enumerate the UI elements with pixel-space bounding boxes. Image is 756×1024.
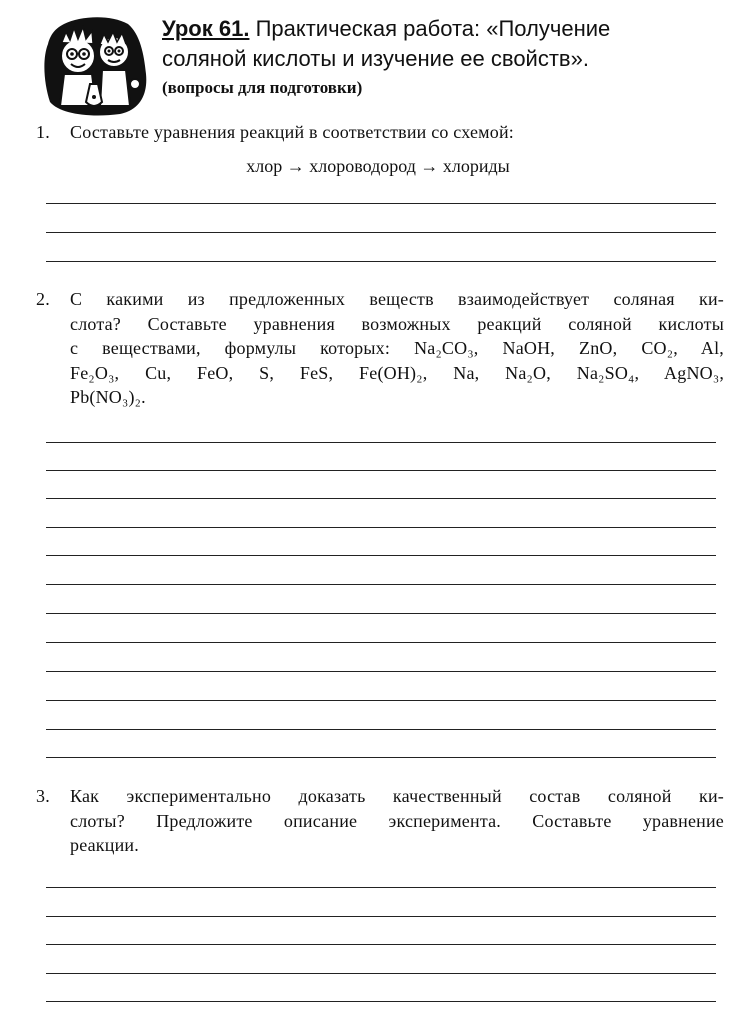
formula: NaOH, (502, 338, 556, 358)
lesson-number: Урок 61. (162, 16, 250, 41)
answer-line[interactable] (46, 1001, 716, 1002)
question-1 (36, 120, 724, 145)
question-number: 2. (36, 289, 50, 309)
formula: Cu, (145, 362, 172, 383)
answer-line[interactable] (46, 671, 716, 672)
formula: CO₂, (641, 338, 678, 358)
answer-line[interactable] (46, 470, 716, 471)
answer-line[interactable] (46, 916, 716, 917)
formula: Al, (700, 338, 725, 358)
lesson-title-part1: Практическая работа: «Получение (255, 16, 611, 41)
formula: Fe(OH)₂, (359, 362, 428, 383)
question-text: Составьте уравнения реакций в соответствии со схемой: (70, 122, 515, 142)
reaction-scheme: хлор → хлороводород → хлориды (246, 156, 510, 176)
question-3 (36, 784, 724, 858)
question-number: 3. (36, 786, 50, 806)
answer-line[interactable] (46, 442, 716, 443)
formula: FeO, (197, 362, 234, 383)
answer-line[interactable] (46, 555, 716, 556)
answer-line[interactable] (46, 203, 716, 204)
question-2 (36, 287, 724, 410)
answer-line[interactable] (46, 944, 716, 945)
question-text-line (70, 336, 724, 361)
question-text-line: реакции. (70, 835, 139, 855)
formula: Na, (453, 362, 480, 383)
formula: ZnO, (579, 338, 618, 358)
formula: Na₂CO₃, (414, 338, 479, 358)
answer-line[interactable] (46, 232, 716, 233)
formula: FeS, (299, 362, 334, 383)
lesson-title (162, 14, 722, 44)
answer-line[interactable] (46, 700, 716, 701)
question-text-line (70, 361, 724, 386)
answer-line[interactable] (46, 887, 716, 888)
answer-line[interactable] (46, 498, 716, 499)
question-text-line (70, 385, 724, 410)
formula: Na₂SO₄, (576, 362, 640, 383)
formula: AgNO₃, (664, 362, 725, 383)
question-text-line: слота? Составьте уравнения возможных реакций соляной кислоты (70, 313, 724, 334)
question-number: 1. (36, 122, 50, 142)
lesson-header (162, 14, 722, 100)
formula: Pb(NO₃)₂. (70, 387, 146, 407)
answer-line[interactable] (46, 261, 716, 262)
answer-line[interactable] (46, 527, 716, 528)
formula-intro: с веществами, формулы которых: (70, 338, 391, 358)
question-text-line: Как экспериментально доказать качественный состав соляной ки- (70, 786, 724, 806)
answer-line[interactable] (46, 613, 716, 614)
answer-line[interactable] (46, 584, 716, 585)
answer-line[interactable] (46, 757, 716, 758)
answer-line[interactable] (46, 729, 716, 730)
scientists-cartoon-icon (40, 14, 150, 118)
formula: S, (259, 362, 275, 383)
question-text-line: С какими из предложенных веществ взаимодействует соляная ки- (70, 289, 724, 309)
formula: Fe₂O₃, (70, 362, 120, 383)
formula: Na₂O, (505, 362, 551, 383)
lesson-subtitle: (вопросы для подготовки) (162, 78, 363, 97)
lesson-title-part2: соляной кислоты и изучение ее свойств». (162, 46, 589, 71)
answer-line[interactable] (46, 973, 716, 974)
question-text-line: слоты? Предложите описание эксперимента. Составьте уравнение (70, 810, 724, 831)
answer-line[interactable] (46, 642, 716, 643)
